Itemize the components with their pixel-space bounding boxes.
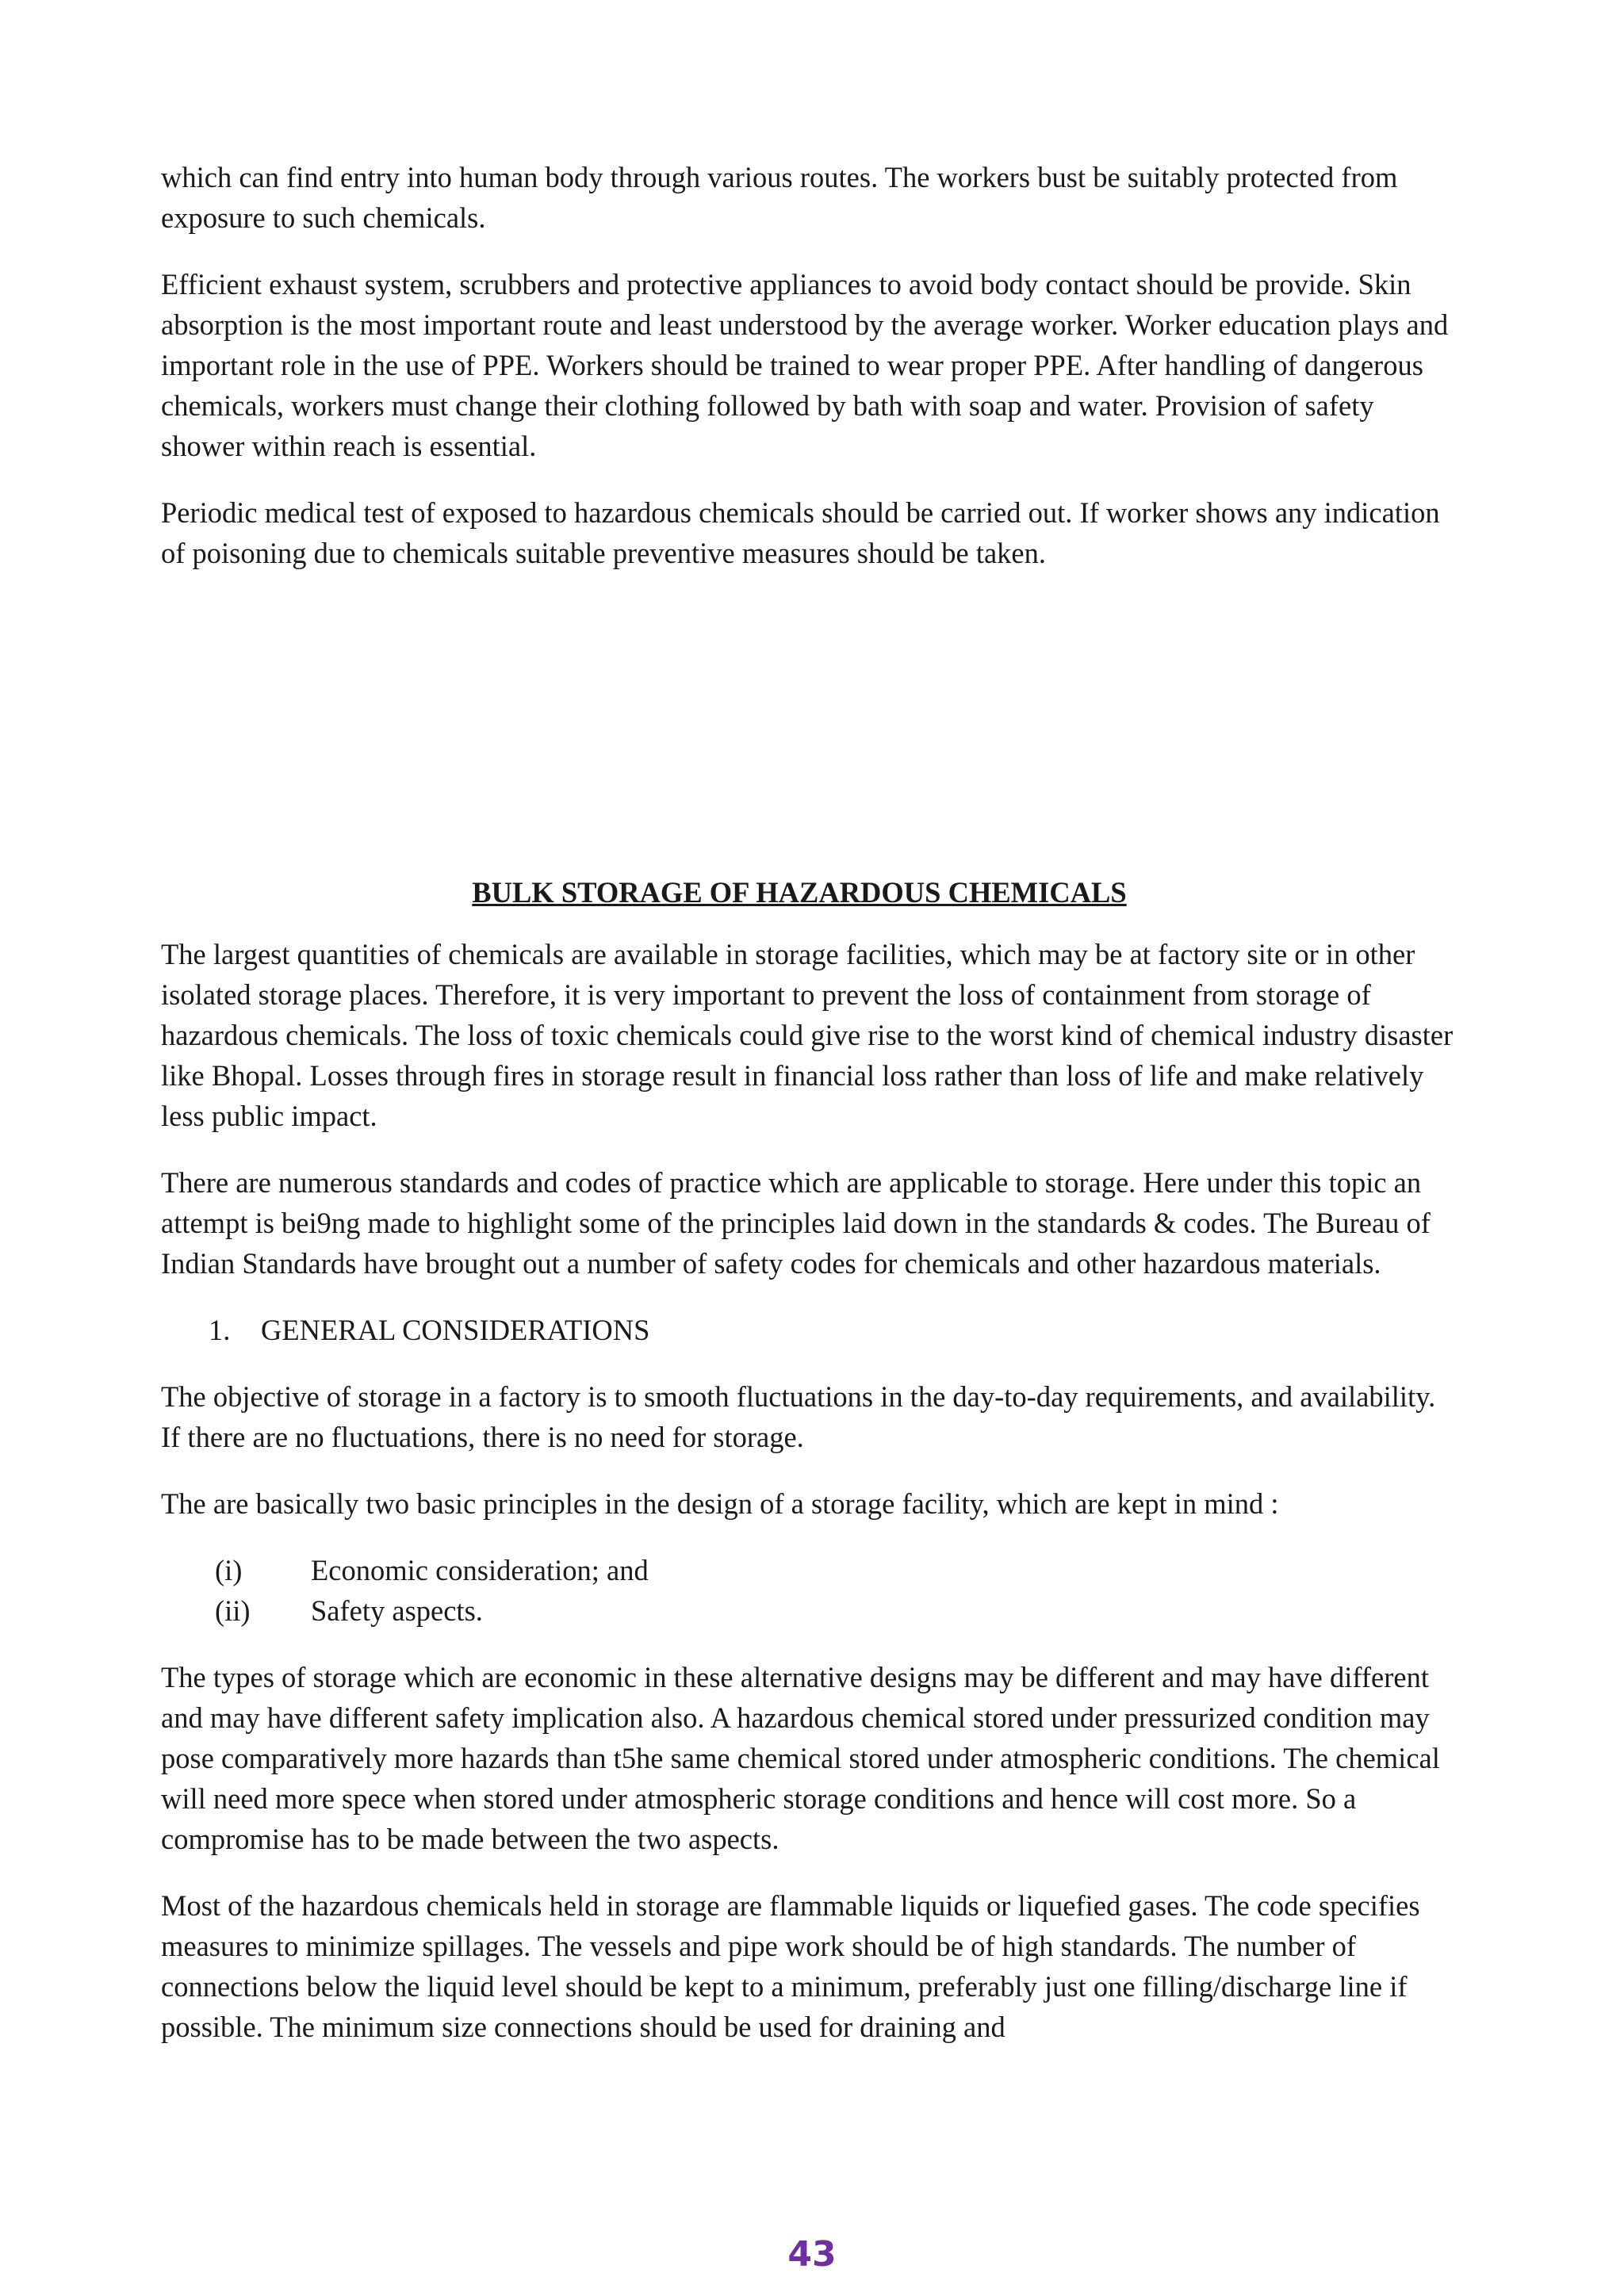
page-number: 43 [787,2234,837,2275]
list-item [215,1590,1461,1631]
section-paragraph-6: Most of the hazardous chemicals held in storage are flammable liquids or liquefied gases. The code specifies measures to minimize spillages. The vessels and pipe work should be of high standards. The number of connections below the liquid level should be kept to a minimum, preferably just one filling/discharge line if possible. The minimum size connections should be used for draining and [161,1889,1420,2043]
intro-paragraph-3: Periodic medical test of exposed to hazardous chemicals should be carried out. If worker shows any indication of poisoning due to chemicals suitable preventive measures should be taken. [161,496,1440,569]
section-paragraph-3: The objective of storage in a factory is to smooth fluctuations in the day-to-day requirements, and availability. If there are no fluctuations, there is no need for storage. [161,1380,1436,1453]
section-body [161,934,1461,2047]
list-item-number: 1. [209,1314,231,1346]
page-body [161,157,1461,2043]
list-item-number: (i) [215,1554,243,1586]
numbered-list-item [209,1310,1461,1350]
intro-paragraph-2: Efficient exhaust system, scrubbers and protective appliances to avoid body contact should be provide. Skin absorption is the most important route and least understood by the average worker. Worker education plays and important role in the use of PPE. Workers should be trained to wear proper PPE. After handling of dangerous chemicals, workers must change their clothing followed by bath with soap and water. Provision of safety shower within reach is essential. [161,268,1449,462]
list-item-text: Safety aspects. [311,1594,483,1627]
section-paragraph-4: The are basically two basic principles in the design of a storage facility, which are kept in mind : [161,1487,1279,1520]
list-item-number: (ii) [215,1594,251,1627]
principles-list [215,1550,1461,1631]
intro-paragraph-1: which can find entry into human body through various routes. The workers bust be suitably protected from exposure to such chemicals. [161,161,1398,234]
list-item [215,1550,1461,1590]
section-heading: BULK STORAGE OF HAZARDOUS CHEMICALS [472,876,1127,909]
section-paragraph-2: There are numerous standards and codes of practice which are applicable to storage. Here under this topic an attempt is bei9ng made to highlight some of the principles laid down in the standards & codes. The Bureau of Indian Standards have brought out a number of safety codes for chemicals and other hazardous materials. [161,1166,1431,1280]
list-item-label: GENERAL CONSIDERATIONS [261,1314,650,1346]
section-paragraph-1: The largest quantities of chemicals are available in storage facilities, which may be at factory site or in other isolated storage places. Therefore, it is very important to prevent the loss of containment from storage of hazardous chemicals. The loss of toxic chemicals could give rise to the worst kind of chemical industry disaster like Bhopal. Losses through fires in storage result in financial loss rather than loss of life and make relatively less public impact. [161,938,1454,1132]
section-paragraph-5: The types of storage which are economic in these alternative designs may be different and may have different and may have different safety implication also. A hazardous chemical stored under pressurized condition may pose comparatively more hazards than t5he same chemical stored under atmospheric conditions. The chemical will need more spece when stored under atmospheric storage conditions and hence will cost more. So a compromise has to be made between the two aspects. [161,1661,1440,1855]
list-item-text: Economic consideration; and [311,1554,649,1586]
